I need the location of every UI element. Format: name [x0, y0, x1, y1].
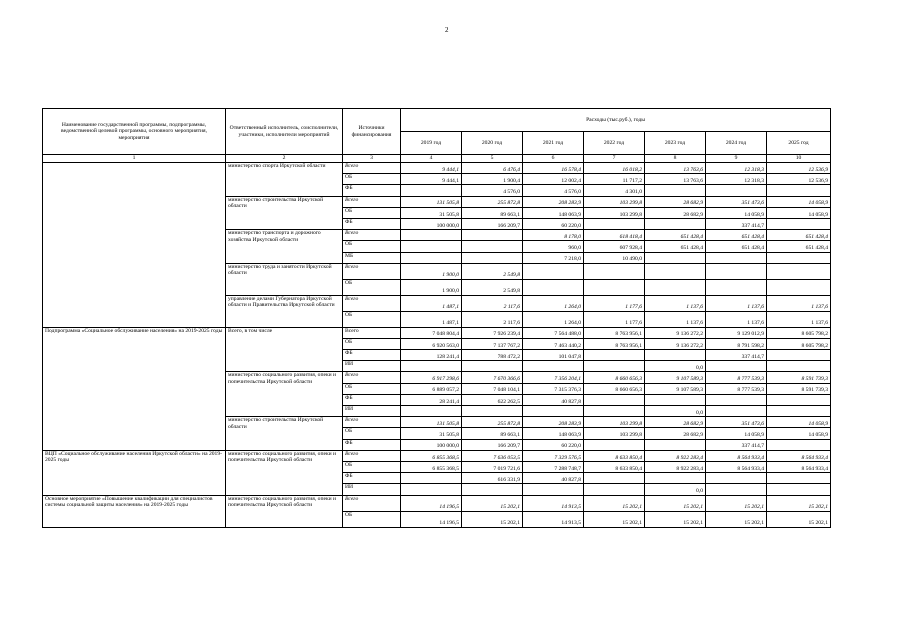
- value-cell: 7 329 576,5: [523, 450, 584, 461]
- value-cell: 1 137,6: [767, 295, 831, 311]
- value-cell: 8 763 956,1: [584, 338, 645, 349]
- column-number: 1: [43, 155, 226, 163]
- value-cell: 351 473,6: [706, 196, 767, 207]
- value-cell: 9 129 012,9: [706, 327, 767, 338]
- program-name-cell: [43, 163, 226, 328]
- value-cell: 1 264,0: [523, 295, 584, 311]
- source-cell: ОБ: [343, 511, 401, 527]
- value-cell: [706, 279, 767, 295]
- value-cell: 14 058,9: [767, 196, 831, 207]
- value-cell: 14 196,5: [401, 495, 462, 511]
- value-cell: [767, 394, 831, 405]
- value-cell: 255 872,8: [462, 417, 523, 428]
- value-cell: 15 202,1: [462, 511, 523, 527]
- value-cell: 15 202,1: [645, 495, 706, 511]
- value-cell: 100 000,0: [401, 218, 462, 229]
- budget-table: [42, 108, 831, 528]
- value-cell: 0,0: [645, 361, 706, 372]
- value-cell: 8 660 656,3: [584, 372, 645, 383]
- value-cell: 8 633 850,4: [584, 450, 645, 461]
- year-header: 2025 год: [767, 132, 831, 155]
- value-cell: 651 428,4: [767, 241, 831, 252]
- value-cell: 15 202,1: [706, 495, 767, 511]
- value-cell: [523, 279, 584, 295]
- value-cell: [401, 241, 462, 252]
- column-number: 3: [343, 155, 401, 163]
- value-cell: 7 218,0: [523, 252, 584, 263]
- value-cell: 8 922 283,4: [645, 461, 706, 472]
- value-cell: 7 564 488,0: [523, 327, 584, 338]
- value-cell: 8 791 598,2: [706, 338, 767, 349]
- value-cell: [767, 484, 831, 495]
- header-sources: Источники финансирования: [343, 109, 401, 155]
- value-cell: 7 048 104,1: [462, 383, 523, 394]
- value-cell: 15 202,1: [767, 511, 831, 527]
- value-cell: 208 283,9: [523, 196, 584, 207]
- value-cell: 28 682,9: [645, 417, 706, 428]
- value-cell: 14 913,5: [523, 495, 584, 511]
- value-cell: [645, 350, 706, 361]
- value-cell: 7 356 204,1: [523, 372, 584, 383]
- value-cell: [462, 361, 523, 372]
- value-cell: 6 476,4: [462, 163, 523, 174]
- value-cell: 148 063,9: [523, 428, 584, 439]
- source-cell: ОБ: [343, 241, 401, 252]
- value-cell: 15 202,1: [645, 511, 706, 527]
- program-name-cell: ВЦП «Социальное обслуживание населения Иркутской области» на 2019-2025 годы: [43, 450, 226, 495]
- column-number: 9: [706, 155, 767, 163]
- value-cell: 7 636 053,5: [462, 450, 523, 461]
- value-cell: 89 663,1: [462, 207, 523, 218]
- value-cell: 11 717,2: [584, 174, 645, 185]
- value-cell: 1 137,6: [767, 311, 831, 327]
- executor-cell: министерство строительства Иркутской области: [226, 196, 343, 230]
- value-cell: [767, 406, 831, 417]
- value-cell: 12 318,3: [706, 174, 767, 185]
- value-cell: 7 288 748,7: [523, 461, 584, 472]
- value-cell: 4 301,0: [584, 185, 645, 196]
- source-cell: Всего: [343, 163, 401, 174]
- value-cell: 651 428,4: [706, 230, 767, 241]
- value-cell: 8 564 933,4: [706, 450, 767, 461]
- executor-cell: министерство социального развития, опеки и попечительства Иркутской области: [226, 495, 343, 527]
- value-cell: [401, 406, 462, 417]
- value-cell: 6 917 298,6: [401, 372, 462, 383]
- value-cell: [584, 439, 645, 450]
- value-cell: [584, 484, 645, 495]
- value-cell: 60 220,0: [523, 218, 584, 229]
- executor-cell: Всего, в том числе: [226, 327, 343, 372]
- source-cell: Всего: [343, 196, 401, 207]
- value-cell: [706, 473, 767, 484]
- value-cell: 622 262,5: [462, 394, 523, 405]
- value-cell: [401, 484, 462, 495]
- value-cell: 131 505,8: [401, 196, 462, 207]
- source-cell: Всего: [343, 295, 401, 311]
- value-cell: 40 827,8: [523, 473, 584, 484]
- value-cell: 337 414,7: [706, 350, 767, 361]
- value-cell: [767, 263, 831, 279]
- value-cell: 7 137 767,2: [462, 338, 523, 349]
- value-cell: 6 889 057,2: [401, 383, 462, 394]
- value-cell: 2 549,8: [462, 279, 523, 295]
- program-name-cell: Основное мероприятие «Повышение квалификации для специалистов системы социальной защиты населения» на 2019-2025 годы: [43, 495, 226, 527]
- value-cell: 618 418,4: [584, 230, 645, 241]
- executor-cell: управление делами Губернатора Иркутской области и Правительства Иркутской области: [226, 295, 343, 327]
- column-number: 8: [645, 155, 706, 163]
- value-cell: 1 177,6: [584, 311, 645, 327]
- value-cell: 2 549,8: [462, 263, 523, 279]
- year-header: 2022 год: [584, 132, 645, 155]
- value-cell: 166 209,7: [462, 218, 523, 229]
- value-cell: [767, 350, 831, 361]
- value-cell: 1 900,0: [401, 279, 462, 295]
- value-cell: 14 058,9: [706, 428, 767, 439]
- value-cell: [645, 439, 706, 450]
- source-cell: Всего: [343, 495, 401, 511]
- value-cell: 103 299,8: [584, 428, 645, 439]
- value-cell: [706, 361, 767, 372]
- source-cell: ФБ: [343, 394, 401, 405]
- header-executor: Ответственный исполнитель, соисполнители, участники, исполнители мероприятий: [226, 109, 343, 155]
- value-cell: 31 505,8: [401, 428, 462, 439]
- value-cell: [706, 484, 767, 495]
- value-cell: 14 058,9: [767, 417, 831, 428]
- value-cell: 16 578,4: [523, 163, 584, 174]
- value-cell: 100 000,0: [401, 439, 462, 450]
- source-cell: Всего: [343, 417, 401, 428]
- value-cell: [523, 406, 584, 417]
- value-cell: 8 605 798,2: [767, 327, 831, 338]
- source-cell: Всего: [343, 450, 401, 461]
- value-cell: 651 428,4: [645, 230, 706, 241]
- value-cell: [767, 252, 831, 263]
- executor-cell: министерство социального развития, опеки и попечительства Иркутской области: [226, 450, 343, 495]
- value-cell: [706, 406, 767, 417]
- source-cell: ИИ: [343, 484, 401, 495]
- value-cell: [523, 263, 584, 279]
- value-cell: 10 490,0: [584, 252, 645, 263]
- source-cell: ФБ: [343, 473, 401, 484]
- source-cell: ФБ: [343, 185, 401, 196]
- executor-cell: министерство строительства Иркутской области: [226, 417, 343, 451]
- value-cell: 9 444,1: [401, 174, 462, 185]
- value-cell: [462, 406, 523, 417]
- source-cell: ОБ: [343, 383, 401, 394]
- year-header: 2021 год: [523, 132, 584, 155]
- value-cell: 14 196,5: [401, 511, 462, 527]
- table-row: [43, 450, 831, 461]
- value-cell: 1 137,6: [706, 311, 767, 327]
- source-cell: ОБ: [343, 207, 401, 218]
- value-cell: 7 019 721,6: [462, 461, 523, 472]
- column-number: 4: [401, 155, 462, 163]
- value-cell: 8 564 933,4: [767, 450, 831, 461]
- column-number: 7: [584, 155, 645, 163]
- year-header: 2019 год: [401, 132, 462, 155]
- source-cell: Всего: [343, 372, 401, 383]
- value-cell: 9 136 272,2: [645, 338, 706, 349]
- value-cell: 7 926 239,4: [462, 327, 523, 338]
- value-cell: 31 505,8: [401, 207, 462, 218]
- value-cell: [767, 439, 831, 450]
- value-cell: 8 564 933,4: [706, 461, 767, 472]
- source-cell: ОБ: [343, 311, 401, 327]
- value-cell: 6 920 563,0: [401, 338, 462, 349]
- source-cell: ФБ: [343, 350, 401, 361]
- source-cell: ОБ: [343, 338, 401, 349]
- table-row: [43, 495, 831, 511]
- value-cell: [645, 279, 706, 295]
- value-cell: 1 137,6: [645, 295, 706, 311]
- value-cell: [706, 185, 767, 196]
- value-cell: [584, 473, 645, 484]
- value-cell: 1 177,6: [584, 295, 645, 311]
- value-cell: 28 241,4: [401, 394, 462, 405]
- value-cell: 28 682,9: [645, 207, 706, 218]
- value-cell: 103 299,8: [584, 196, 645, 207]
- value-cell: [462, 230, 523, 241]
- column-number: 10: [767, 155, 831, 163]
- value-cell: [767, 185, 831, 196]
- value-cell: [584, 394, 645, 405]
- value-cell: 1 487,1: [401, 311, 462, 327]
- value-cell: [584, 263, 645, 279]
- value-cell: [645, 473, 706, 484]
- value-cell: [584, 218, 645, 229]
- value-cell: 15 202,1: [767, 495, 831, 511]
- value-cell: 616 331,9: [462, 473, 523, 484]
- table-row: [43, 163, 831, 174]
- value-cell: 8 591 739,3: [767, 383, 831, 394]
- value-cell: 14 058,9: [767, 207, 831, 218]
- table-body: [43, 163, 831, 528]
- value-cell: 13 763,6: [645, 163, 706, 174]
- source-cell: ИИ: [343, 406, 401, 417]
- value-cell: [767, 218, 831, 229]
- column-number: 5: [462, 155, 523, 163]
- value-cell: [767, 279, 831, 295]
- value-cell: [462, 252, 523, 263]
- value-cell: 103 299,8: [584, 417, 645, 428]
- value-cell: 6 855 368,5: [401, 461, 462, 472]
- value-cell: 131 505,8: [401, 417, 462, 428]
- value-cell: [645, 218, 706, 229]
- value-cell: 148 063,9: [523, 207, 584, 218]
- executor-cell: министерство спорта Иркутской области: [226, 163, 343, 197]
- value-cell: 0,0: [645, 406, 706, 417]
- value-cell: 60 220,0: [523, 439, 584, 450]
- source-cell: ФБ: [343, 439, 401, 450]
- value-cell: [767, 473, 831, 484]
- source-cell: ИИ: [343, 361, 401, 372]
- value-cell: 8 633 850,4: [584, 461, 645, 472]
- value-cell: [401, 473, 462, 484]
- value-cell: 4 576,0: [462, 185, 523, 196]
- value-cell: [462, 241, 523, 252]
- value-cell: 8 591 739,3: [767, 372, 831, 383]
- value-cell: 8 777 539,3: [706, 383, 767, 394]
- value-cell: 1 900,0: [401, 263, 462, 279]
- year-header: 2023 год: [645, 132, 706, 155]
- value-cell: 15 202,1: [584, 511, 645, 527]
- source-cell: Всего: [343, 263, 401, 279]
- value-cell: 103 299,8: [584, 207, 645, 218]
- value-cell: 15 202,1: [706, 511, 767, 527]
- value-cell: [645, 263, 706, 279]
- column-number: 6: [523, 155, 584, 163]
- year-header: 2024 год: [706, 132, 767, 155]
- value-cell: 9 107 589,3: [645, 372, 706, 383]
- value-cell: 7 463 440,2: [523, 338, 584, 349]
- value-cell: 8 777 539,3: [706, 372, 767, 383]
- value-cell: [584, 350, 645, 361]
- value-cell: 12 536,9: [767, 174, 831, 185]
- value-cell: 8 605 798,2: [767, 338, 831, 349]
- source-cell: Всего: [343, 230, 401, 241]
- value-cell: 1 137,6: [645, 311, 706, 327]
- value-cell: 1 264,0: [523, 311, 584, 327]
- executor-cell: министерство социального развития, опеки и попечительства Иркутской области: [226, 372, 343, 417]
- value-cell: 255 872,8: [462, 196, 523, 207]
- value-cell: 8 178,0: [523, 230, 584, 241]
- value-cell: 8 922 283,4: [645, 450, 706, 461]
- value-cell: [645, 252, 706, 263]
- value-cell: [401, 252, 462, 263]
- value-cell: 651 428,4: [706, 241, 767, 252]
- source-cell: ФБ: [343, 218, 401, 229]
- value-cell: 960,0: [523, 241, 584, 252]
- value-cell: 351 473,6: [706, 417, 767, 428]
- header-name: Наименование государственной программы, подпрограммы, ведомственной целевой программы, основного мероприятия, мероприятия: [43, 109, 226, 155]
- value-cell: 12 002,4: [523, 174, 584, 185]
- value-cell: 12 536,9: [767, 163, 831, 174]
- value-cell: 0,0: [645, 484, 706, 495]
- value-cell: 16 018,2: [584, 163, 645, 174]
- value-cell: [706, 263, 767, 279]
- value-cell: 28 682,9: [645, 428, 706, 439]
- value-cell: 1 900,4: [462, 174, 523, 185]
- value-cell: 208 283,9: [523, 417, 584, 428]
- source-cell: ОБ: [343, 174, 401, 185]
- value-cell: 9 136 272,2: [645, 327, 706, 338]
- value-cell: 6 855 368,5: [401, 450, 462, 461]
- value-cell: 28 682,9: [645, 196, 706, 207]
- value-cell: [523, 484, 584, 495]
- value-cell: 651 428,4: [645, 241, 706, 252]
- value-cell: 166 209,7: [462, 439, 523, 450]
- value-cell: 14 058,9: [706, 207, 767, 218]
- column-number: 2: [226, 155, 343, 163]
- value-cell: 8 763 956,1: [584, 327, 645, 338]
- value-cell: [706, 252, 767, 263]
- value-cell: 9 444,1: [401, 163, 462, 174]
- value-cell: 8 660 656,3: [584, 383, 645, 394]
- value-cell: [767, 361, 831, 372]
- value-cell: 12 318,3: [706, 163, 767, 174]
- executor-cell: министерство труда и занятости Иркутской области: [226, 263, 343, 295]
- value-cell: 15 202,1: [462, 495, 523, 511]
- value-cell: [523, 361, 584, 372]
- value-cell: 128 241,4: [401, 350, 462, 361]
- value-cell: 13 763,6: [645, 174, 706, 185]
- value-cell: [401, 185, 462, 196]
- value-cell: 15 202,1: [584, 495, 645, 511]
- page-number: 2: [445, 26, 449, 34]
- value-cell: 4 576,0: [523, 185, 584, 196]
- value-cell: 7 315 376,3: [523, 383, 584, 394]
- value-cell: 8 564 933,4: [767, 461, 831, 472]
- source-cell: МБ: [343, 252, 401, 263]
- value-cell: [584, 406, 645, 417]
- value-cell: 14 058,9: [767, 428, 831, 439]
- value-cell: 651 428,4: [767, 230, 831, 241]
- value-cell: 40 827,8: [523, 394, 584, 405]
- value-cell: [706, 394, 767, 405]
- value-cell: [401, 230, 462, 241]
- value-cell: 101 047,8: [523, 350, 584, 361]
- program-name-cell: Подпрограмма «Социальное обслуживание населения» на 2019-2025 годы: [43, 327, 226, 450]
- value-cell: 788 472,2: [462, 350, 523, 361]
- value-cell: 9 107 589,3: [645, 383, 706, 394]
- value-cell: [401, 361, 462, 372]
- value-cell: 1 487,1: [401, 295, 462, 311]
- value-cell: 2 117,6: [462, 295, 523, 311]
- value-cell: 7 048 804,4: [401, 327, 462, 338]
- table-row: [43, 327, 831, 338]
- value-cell: 7 670 366,6: [462, 372, 523, 383]
- value-cell: [645, 185, 706, 196]
- value-cell: 337 414,7: [706, 218, 767, 229]
- value-cell: 607 928,4: [584, 241, 645, 252]
- source-cell: ОБ: [343, 279, 401, 295]
- value-cell: [645, 394, 706, 405]
- value-cell: 14 913,5: [523, 511, 584, 527]
- year-header: 2020 год: [462, 132, 523, 155]
- value-cell: [584, 279, 645, 295]
- value-cell: 89 663,1: [462, 428, 523, 439]
- value-cell: 1 137,6: [706, 295, 767, 311]
- source-cell: ОБ: [343, 428, 401, 439]
- header-expenses: Расходы (тыс.руб.), годы: [401, 109, 831, 132]
- value-cell: 337 414,7: [706, 439, 767, 450]
- value-cell: 2 117,6: [462, 311, 523, 327]
- value-cell: [462, 484, 523, 495]
- value-cell: [584, 361, 645, 372]
- source-cell: Всего: [343, 327, 401, 338]
- source-cell: ОБ: [343, 461, 401, 472]
- executor-cell: министерство транспорта и дорожного хозяйства Иркутской области: [226, 230, 343, 264]
